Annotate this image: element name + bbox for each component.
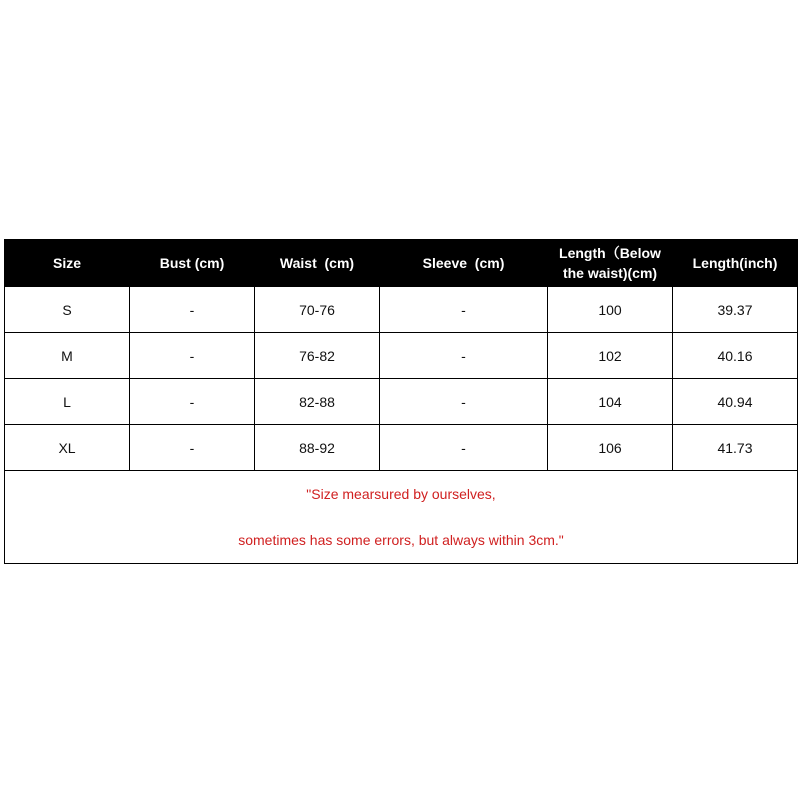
cell-waist: 76-82 — [255, 333, 380, 379]
cell-bust: - — [130, 425, 255, 471]
note-line-1: "Size mearsured by ourselves, — [306, 486, 496, 502]
measurement-note — [5, 471, 798, 564]
header-size: Size — [5, 240, 130, 287]
cell-length-cm: 106 — [548, 425, 673, 471]
cell-bust: - — [130, 287, 255, 333]
cell-sleeve: - — [380, 333, 548, 379]
cell-waist: 82-88 — [255, 379, 380, 425]
header-length-inch: Length(inch) — [673, 240, 798, 287]
cell-bust: - — [130, 333, 255, 379]
cell-length-inch: 40.16 — [673, 333, 798, 379]
table-row — [5, 287, 798, 333]
note-row — [5, 471, 798, 564]
header-length-cm: Length（Below the waist)(cm) — [548, 240, 673, 287]
cell-sleeve: - — [380, 287, 548, 333]
header-sleeve: Sleeve (cm) — [380, 240, 548, 287]
cell-waist: 70-76 — [255, 287, 380, 333]
cell-length-inch: 39.37 — [673, 287, 798, 333]
cell-length-cm: 102 — [548, 333, 673, 379]
cell-bust: - — [130, 379, 255, 425]
table-row — [5, 379, 798, 425]
cell-length-inch: 41.73 — [673, 425, 798, 471]
header-waist: Waist (cm) — [255, 240, 380, 287]
cell-length-cm: 100 — [548, 287, 673, 333]
cell-length-inch: 40.94 — [673, 379, 798, 425]
cell-length-cm: 104 — [548, 379, 673, 425]
cell-size: S — [5, 287, 130, 333]
cell-sleeve: - — [380, 425, 548, 471]
header-row — [5, 240, 798, 287]
table-row — [5, 425, 798, 471]
size-chart-table — [4, 239, 798, 564]
table-row — [5, 333, 798, 379]
cell-size: L — [5, 379, 130, 425]
cell-size: M — [5, 333, 130, 379]
cell-sleeve: - — [380, 379, 548, 425]
note-line-2: sometimes has some errors, but always within 3cm." — [238, 532, 564, 548]
cell-waist: 88-92 — [255, 425, 380, 471]
header-bust: Bust (cm) — [130, 240, 255, 287]
cell-size: XL — [5, 425, 130, 471]
